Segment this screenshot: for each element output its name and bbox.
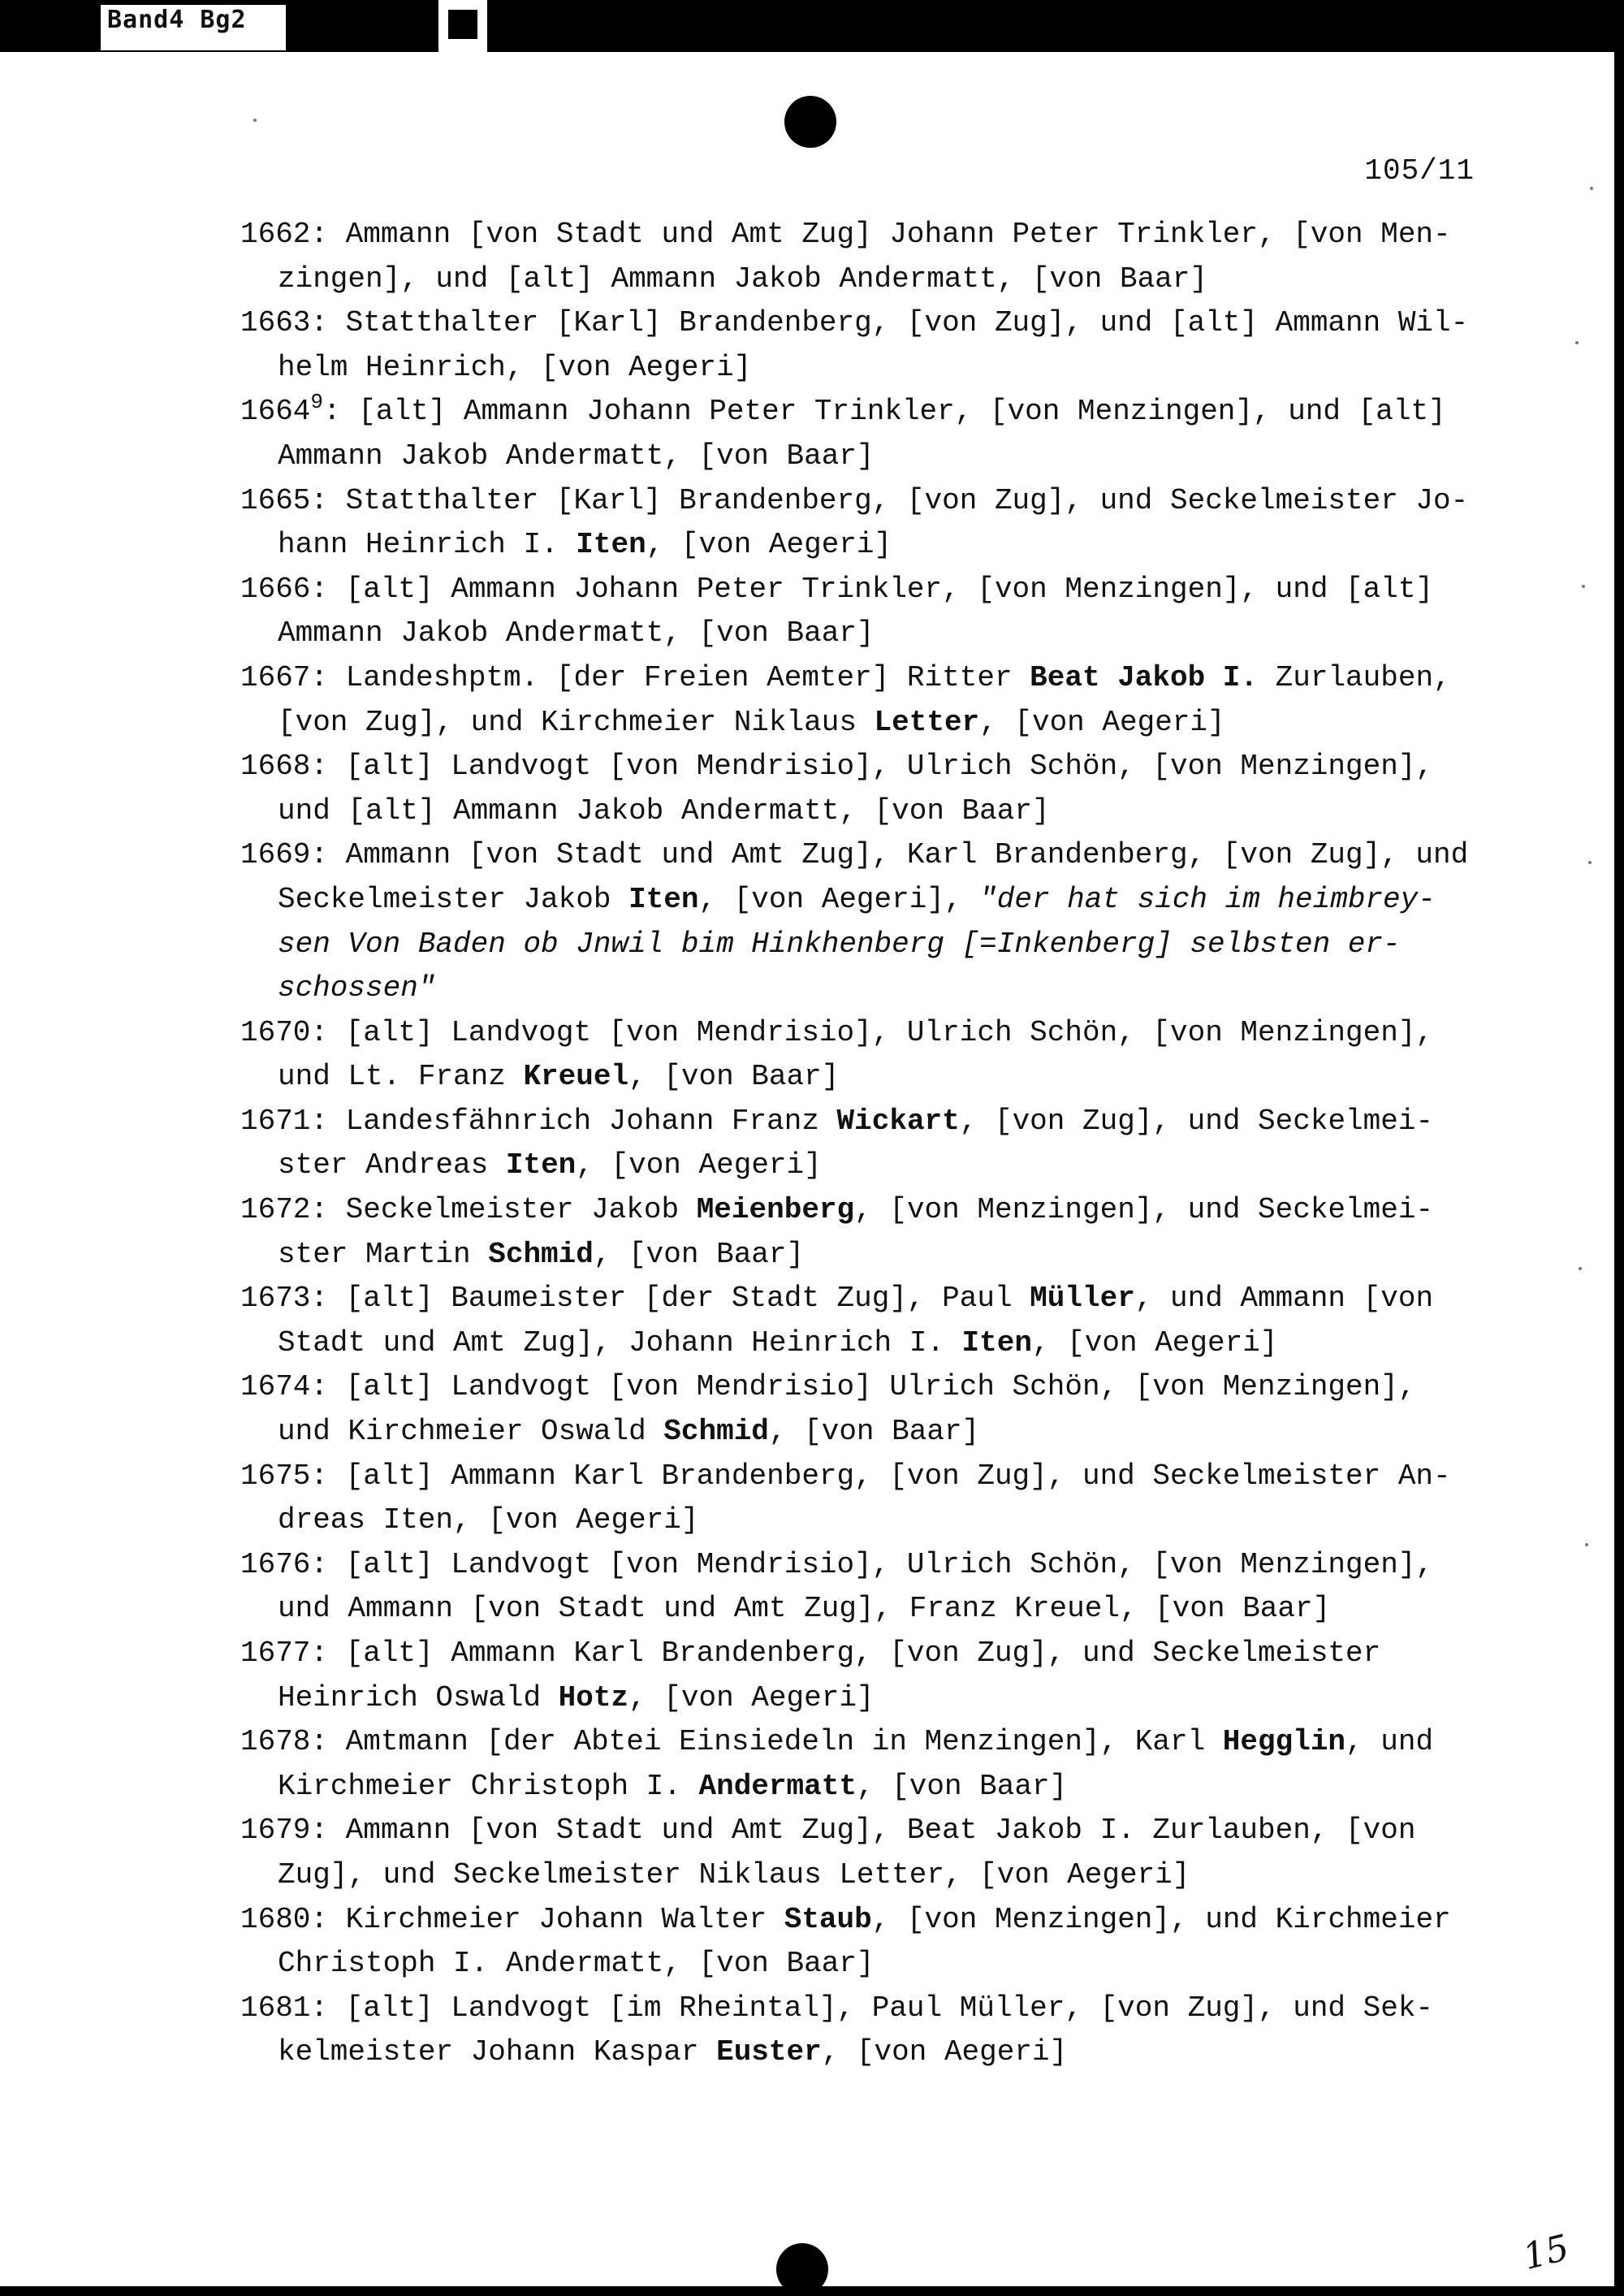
- entry-text: kelmeister Johann Kaspar: [278, 2035, 717, 2069]
- entry-continuation-line: [240, 1587, 1491, 1632]
- surname-bold: Meienberg: [696, 1193, 855, 1227]
- entry-first-line: [240, 1011, 1491, 1056]
- entry-text: Kirchmeier Christoph I.: [278, 1769, 699, 1803]
- entry-text: , [von Aegeri],: [698, 882, 980, 916]
- entry-continuation-line: [240, 435, 1491, 479]
- entry-1678: [240, 1720, 1491, 1809]
- surname-bold: Iten: [505, 1148, 577, 1183]
- entry-text: Christoph I. Andermatt, [von Baar]: [278, 1947, 875, 1981]
- scan-right-border: [1614, 0, 1624, 2296]
- entry-continuation-line: [240, 966, 1491, 1011]
- entry-continuation-line: [240, 878, 1491, 923]
- surname-bold: Müller: [1030, 1282, 1135, 1316]
- quotation-italic: schossen": [278, 971, 436, 1005]
- scan-speck: [253, 119, 257, 122]
- entry-first-line: [240, 479, 1491, 524]
- entry-text: ster Andreas: [278, 1148, 506, 1183]
- punch-hole-top: [784, 96, 836, 148]
- entry-text: , [von Aegeri]: [576, 1148, 822, 1183]
- handwritten-page-note: 15: [1518, 2226, 1574, 2279]
- entry-first-line: [240, 1100, 1491, 1144]
- entry-continuation-line: [240, 612, 1491, 656]
- entry-continuation-line: [240, 1321, 1491, 1366]
- entry-first-line: [240, 1898, 1491, 1943]
- entry-text: , [von Baar]: [628, 1060, 840, 1094]
- entry-1668: [240, 745, 1491, 833]
- footnote-marker: 9: [310, 390, 324, 415]
- entry-1671: [240, 1100, 1491, 1188]
- entry-first-line: [240, 1188, 1491, 1233]
- entry-first-line: [240, 656, 1491, 701]
- entry-first-line: [240, 213, 1491, 257]
- entry-continuation-line: [240, 346, 1491, 391]
- entry-first-line: [240, 1277, 1491, 1321]
- entry-text: 1662: Ammann [von Stadt und Amt Zug] Johann Peter Trinkler, [von Men-: [240, 218, 1451, 251]
- entry-continuation-line: [240, 1233, 1491, 1278]
- entry-text: , [von Aegeri]: [646, 528, 892, 562]
- scan-speck: [1579, 1267, 1582, 1270]
- entry-continuation-line: [240, 2030, 1491, 2075]
- entry-first-line: [240, 301, 1491, 346]
- entry-text: helm Heinrich, [von Aegeri]: [278, 350, 752, 384]
- surname-bold: Hegglin: [1222, 1725, 1346, 1759]
- entry-continuation-line: [240, 1942, 1491, 1987]
- entry-continuation-line: [240, 257, 1491, 302]
- entry-continuation-line: [240, 1676, 1491, 1721]
- entry-1675: [240, 1455, 1491, 1543]
- surname-bold: Iten: [628, 882, 699, 916]
- entry-text: , [von Aegeri]: [628, 1680, 875, 1714]
- entry-first-line: [240, 390, 1491, 435]
- entry-1672: [240, 1188, 1491, 1277]
- surname-bold: Hotz: [558, 1680, 629, 1714]
- entry-text: 1671: Landesfähnrich Johann Franz: [240, 1104, 837, 1138]
- entry-first-line: [240, 1632, 1491, 1676]
- entry-text: 1678: Amtmann [der Abtei Einsiedeln in Menzingen], Karl: [240, 1725, 1223, 1759]
- entry-text: hann Heinrich I.: [278, 528, 577, 562]
- entry-text: 1670: [alt] Landvogt [von Mendrisio], Ulrich Schön, [von Menzingen],: [240, 1015, 1434, 1049]
- surname-bold: Wickart: [836, 1104, 960, 1138]
- entry-text: 1675: [alt] Ammann Karl Brandenberg, [von Zug], und Seckelmeister An-: [240, 1459, 1451, 1493]
- page-number: 105/11: [1364, 154, 1475, 188]
- entry-text: 1676: [alt] Landvogt [von Mendrisio], Ulrich Schön, [von Menzingen],: [240, 1547, 1434, 1581]
- entry-text: , [von Baar]: [593, 1237, 805, 1271]
- entry-text: , [von Aegeri]: [821, 2035, 1068, 2069]
- entry-1669: [240, 833, 1491, 1010]
- entry-1676: [240, 1543, 1491, 1632]
- surname-bold: Euster: [716, 2035, 822, 2069]
- entry-text: Ammann Jakob Andermatt, [von Baar]: [278, 616, 875, 651]
- corner-marker: [438, 0, 487, 52]
- punch-hole-bottom: [776, 2243, 828, 2295]
- entry-text: 1664: [240, 395, 311, 429]
- entry-text: ster Martin: [278, 1237, 489, 1271]
- surname-bold: Letter: [874, 705, 980, 739]
- entry-text: Zug], und Seckelmeister Niklaus Letter, [von Aegeri]: [278, 1857, 1190, 1892]
- entry-first-line: [240, 1455, 1491, 1499]
- scan-speck: [1575, 341, 1579, 344]
- entry-1674: [240, 1365, 1491, 1454]
- entry-text: Zurlauben,: [1258, 660, 1451, 694]
- entry-1680: [240, 1898, 1491, 1987]
- entry-1666: [240, 568, 1491, 656]
- entry-continuation-line: [240, 1765, 1491, 1810]
- scan-speck: [1590, 187, 1593, 190]
- surname-bold: Staub: [784, 1902, 872, 1936]
- entry-first-line: [240, 833, 1491, 878]
- entry-text: 1672: Seckelmeister Jakob: [240, 1193, 697, 1227]
- entry-text: 1668: [alt] Landvogt [von Mendrisio], Ulrich Schön, [von Menzingen],: [240, 750, 1434, 784]
- entry-1665: [240, 479, 1491, 568]
- corner-marker-fill: [448, 10, 477, 39]
- entry-text: dreas Iten, [von Aegeri]: [278, 1503, 699, 1537]
- entry-1677: [240, 1632, 1491, 1720]
- surname-bold: Iten: [576, 528, 646, 562]
- surname-bold: Schmid: [488, 1237, 594, 1271]
- entry-text: 1679: Ammann [von Stadt und Amt Zug], Beat Jakob I. Zurlauben, [von: [240, 1814, 1416, 1848]
- entry-continuation-line: [240, 923, 1491, 967]
- entry-text: , [von Menzingen], und Seckelmei-: [854, 1193, 1434, 1227]
- surname-bold: Iten: [961, 1325, 1032, 1360]
- entry-text: , [von Aegeri]: [979, 705, 1225, 739]
- entry-1663: [240, 301, 1491, 390]
- surname-bold: Schmid: [663, 1415, 769, 1449]
- surname-bold: Andermatt: [698, 1769, 857, 1803]
- entry-first-line: [240, 1987, 1491, 2031]
- entry-first-line: [240, 568, 1491, 612]
- entry-1667: [240, 656, 1491, 745]
- entry-text: , und: [1345, 1725, 1434, 1759]
- entry-text: zingen], und [alt] Ammann Jakob Andermatt, [von Baar]: [278, 262, 1207, 296]
- entry-text: 1663: Statthalter [Karl] Brandenberg, [von Zug], und [alt] Ammann Wil-: [240, 306, 1469, 340]
- entry-continuation-line: [240, 1498, 1491, 1543]
- entry-first-line: [240, 1365, 1491, 1410]
- entry-text: und Kirchmeier Oswald: [278, 1415, 664, 1449]
- entry-text: Seckelmeister Jakob: [278, 882, 629, 916]
- surname-bold: Beat Jakob I.: [1030, 660, 1259, 694]
- scan-speck: [1588, 861, 1592, 864]
- entry-text: , [von Aegeri]: [1031, 1325, 1278, 1360]
- entry-text: 1677: [alt] Ammann Karl Brandenberg, [von Zug], und Seckelmeister: [240, 1637, 1381, 1670]
- entry-text: Stadt und Amt Zug], Johann Heinrich I.: [278, 1325, 962, 1360]
- entry-continuation-line: [240, 789, 1491, 834]
- entry-continuation-line: [240, 1853, 1491, 1898]
- entry-text: , [von Zug], und Seckelmei-: [959, 1104, 1434, 1138]
- entry-1681: [240, 1987, 1491, 2075]
- entry-continuation-line: [240, 701, 1491, 746]
- entry-continuation-line: [240, 1410, 1491, 1455]
- entry-text: , [von Menzingen], und Kirchmeier: [871, 1902, 1451, 1936]
- entry-text: 1674: [alt] Landvogt [von Mendrisio] Ulrich Schön, [von Menzingen],: [240, 1370, 1416, 1404]
- entry-text: 1681: [alt] Landvogt [im Rheintal], Paul Müller, [von Zug], und Sek-: [240, 1991, 1434, 2025]
- entry-text: , [von Baar]: [856, 1769, 1068, 1803]
- entry-1670: [240, 1011, 1491, 1100]
- scan-speck: [1585, 1543, 1588, 1546]
- quotation-italic: sen Von Baden ob Jnwil bim Hinkhenberg [=Inkenberg] selbsten er-: [278, 927, 1401, 961]
- entry-text: , [von Baar]: [768, 1415, 980, 1449]
- entry-first-line: [240, 1720, 1491, 1765]
- entry-text: [von Zug], und Kirchmeier Niklaus: [278, 705, 875, 739]
- band-label: Band4 Bg2: [101, 5, 286, 50]
- entry-text: 1673: [alt] Baumeister [der Stadt Zug], Paul: [240, 1282, 1030, 1316]
- entry-1662: [240, 213, 1491, 301]
- entry-text: Heinrich Oswald: [278, 1680, 559, 1714]
- scan-speck: [1582, 585, 1585, 588]
- entry-text: : [alt] Ammann Johann Peter Trinkler, [von Menzingen], und [alt]: [323, 395, 1446, 429]
- entry-continuation-line: [240, 1144, 1491, 1188]
- entry-text: 1680: Kirchmeier Johann Walter: [240, 1902, 784, 1936]
- entry-text: Ammann Jakob Andermatt, [von Baar]: [278, 439, 875, 473]
- entry-text: und Lt. Franz: [278, 1060, 524, 1094]
- entry-continuation-line: [240, 523, 1491, 568]
- entry-first-line: [240, 745, 1491, 789]
- entry-text: 1665: Statthalter [Karl] Brandenberg, [von Zug], und Seckelmeister Jo-: [240, 483, 1469, 517]
- entry-text: und Ammann [von Stadt und Amt Zug], Franz Kreuel, [von Baar]: [278, 1592, 1331, 1626]
- entry-first-line: [240, 1543, 1491, 1588]
- entry-1664: [240, 390, 1491, 478]
- entry-1673: [240, 1277, 1491, 1365]
- entry-text: 1666: [alt] Ammann Johann Peter Trinkler, [von Menzingen], und [alt]: [240, 572, 1434, 606]
- entry-1679: [240, 1809, 1491, 1897]
- entry-first-line: [240, 1809, 1491, 1853]
- entry-text: , und Ammann [von: [1134, 1282, 1434, 1316]
- entry-list: [240, 213, 1491, 2075]
- surname-bold: Kreuel: [523, 1060, 629, 1094]
- entry-continuation-line: [240, 1055, 1491, 1100]
- entry-text: und [alt] Ammann Jakob Andermatt, [von Baar]: [278, 793, 1050, 828]
- entry-text: 1669: Ammann [von Stadt und Amt Zug], Karl Brandenberg, [von Zug], und: [240, 838, 1469, 872]
- quotation-italic: "der hat sich im heimbrey-: [979, 882, 1436, 916]
- entry-text: 1667: Landeshptm. [der Freien Aemter] Ritter: [240, 660, 1030, 694]
